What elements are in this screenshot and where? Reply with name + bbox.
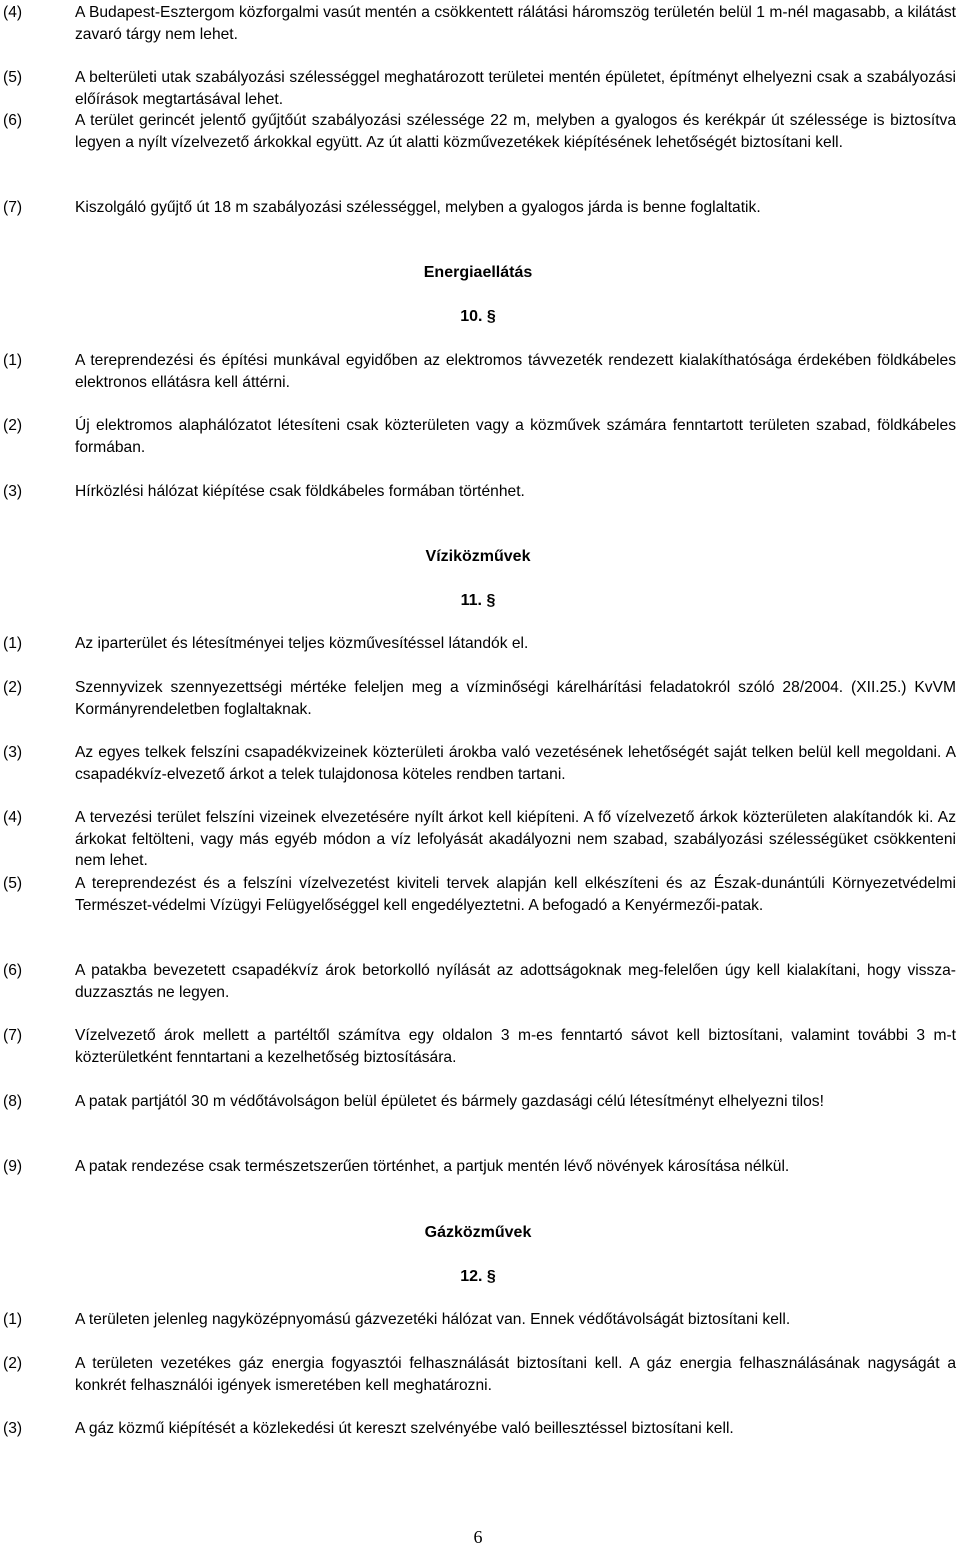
- paragraph-text: A belterületi utak szabályozási szélességgel meghatározott területei mentén épületet, építményt elhelyezni csak a szabályozási előírások megtartásával lehet.: [75, 69, 956, 108]
- paragraph-number: (3): [3, 483, 23, 500]
- paragraph-11-5: [0, 873, 960, 916]
- paragraph-10-1: [0, 350, 960, 393]
- paragraph-text: A terület gerincét jelentő gyűjtőút szabályozási szélessége 22 m, melyben a gyalogos és kerékpár út szélessége is biztosítva legyen a nyílt vízelvezető árkokkal együtt. Az út alatti közművezetékek kiépítésének lehetőségét biztosítani kell.: [75, 112, 956, 151]
- paragraph-12-2: [0, 1353, 960, 1396]
- paragraph-11-3: [0, 742, 960, 785]
- section-title-water: Víziközművek: [425, 548, 531, 565]
- section-title-energy: Energiaellátás: [423, 264, 533, 281]
- paragraph-11-8: [0, 1091, 960, 1113]
- paragraph-9-5: [0, 67, 960, 110]
- paragraph-number: (4): [3, 4, 23, 21]
- paragraph-text: Kiszolgáló gyűjtő út 18 m szabályozási szélességgel, melyben a gyalogos járda is benne foglaltatik.: [75, 199, 761, 216]
- paragraph-number: (7): [3, 1027, 23, 1044]
- paragraph-text: Új elektromos alaphálózatot létesíteni csak közterületen vagy a közművek számára fenntartott területen szabad, földkábeles formában.: [75, 417, 956, 456]
- paragraph-9-7: [0, 197, 960, 219]
- paragraph-number: (9): [3, 1158, 23, 1175]
- paragraph-text: Vízelvezető árok mellett a partéltől számítva egy oldalon 3 m-es fenntartó sávot kell biztosítani, valamint további 3 m-t közterületként fenntartani a kezelhetőség biztosítására.: [75, 1027, 956, 1066]
- paragraph-number: (6): [3, 962, 23, 979]
- paragraph-11-7: [0, 1025, 960, 1068]
- section-number-11: 11. §: [460, 592, 496, 609]
- section-number-10: 10. §: [460, 308, 496, 325]
- paragraph-text: A Budapest-Esztergom közforgalmi vasút mentén a csökkentett rálátási háromszög területén belül 1 m-nél magasabb, a kilátást zavaró tárgy nem lehet.: [75, 4, 956, 43]
- paragraph-10-2: [0, 415, 960, 458]
- paragraph-number: (1): [3, 635, 23, 652]
- paragraph-text: A gáz közmű kiépítését a közlekedési út kereszt szelvényébe való beillesztéssel biztosítani kell.: [75, 1420, 734, 1437]
- paragraph-12-3: [0, 1418, 960, 1440]
- paragraph-number: (2): [3, 1355, 23, 1372]
- paragraph-number: (8): [3, 1093, 23, 1110]
- page-number: 6: [473, 1527, 483, 1547]
- paragraph-11-2: [0, 677, 960, 720]
- paragraph-text: A tervezési terület felszíni vizeinek elvezetésére nyílt árkot kell kiépíteni. A fő vízelvezető árkok közterületen alakítandók ki. Az árkokat feltölteni, vagy más egyéb módon a víz lefolyását akadályozni nem szabad, szabályozási szélességüket csökkenteni nem lehet.: [75, 809, 956, 869]
- paragraph-text: A területen jelenleg nagyközépnyomású gázvezetéki hálózat van. Ennek védőtávolságát biztosítani kell.: [75, 1311, 791, 1328]
- paragraph-number: (2): [3, 417, 23, 434]
- paragraph-number: (4): [3, 809, 23, 826]
- paragraph-number: (5): [3, 69, 23, 86]
- paragraph-9-4: [0, 2, 960, 45]
- paragraph-number: (1): [3, 352, 23, 369]
- section-title-gas: Gázközművek: [424, 1224, 532, 1241]
- paragraph-10-3: [0, 481, 960, 503]
- paragraph-11-9: [0, 1156, 960, 1178]
- paragraph-text: Hírközlési hálózat kiépítése csak földkábeles formában történhet.: [75, 483, 525, 500]
- paragraph-text: Az egyes telkek felszíni csapadékvizeinek közterületi árokba való vezetésének lehetőségét saját telken belül kell megoldani. A csapadékvíz-elvezető árkot a telek tulajdonosa köteles rendben tartani.: [75, 744, 956, 783]
- paragraph-9-6: [0, 110, 960, 153]
- paragraph-number: (1): [3, 1311, 23, 1328]
- paragraph-number: (2): [3, 679, 23, 696]
- paragraph-text: A tereprendezést és a felszíni vízelvezetést kiviteli tervek alapján kell elkészíteni és az Észak-dunántúli Környezetvédelmi Természet-védelmi Vízügyi Felügyelőséggel kell engedélyeztetni. A befogadó a Kenyérmezői-patak.: [75, 875, 956, 914]
- paragraph-11-1: [0, 633, 960, 655]
- paragraph-text: A patak rendezése csak természetszerűen történhet, a partjuk mentén lévő növények károsítása nélkül.: [75, 1158, 790, 1175]
- paragraph-text: A területen vezetékes gáz energia fogyasztói felhasználását biztosítani kell. A gáz energia felhasználásának nagyságát a konkrét felhasználói igények ismeretében kell meghatározni.: [75, 1355, 956, 1394]
- paragraph-text: Szennyvizek szennyezettségi mértéke feleljen meg a vízminőségi kárelhárítási feladatokról szóló 28/2004. (XII.25.) KvVM Kormányrendeletben foglaltaknak.: [75, 679, 956, 718]
- paragraph-number: (7): [3, 199, 23, 216]
- paragraph-text: A patakba bevezetett csapadékvíz árok betorkolló nyílását az adottságoknak meg-felelően úgy kell kialakítani, hogy vissza-duzzasztás ne legyen.: [75, 962, 956, 1001]
- paragraph-12-1: [0, 1309, 960, 1331]
- paragraph-number: (3): [3, 1420, 23, 1437]
- paragraph-number: (5): [3, 875, 23, 892]
- paragraph-number: (3): [3, 744, 23, 761]
- paragraph-text: Az iparterület és létesítményei teljes közművesítéssel látandók el.: [75, 635, 529, 652]
- paragraph-11-6: [0, 960, 960, 1003]
- paragraph-text: A tereprendezési és építési munkával egyidőben az elektromos távvezeték rendezett kialakíthatósága érdekében földkábeles elektronos ellátásra kell áttérni.: [75, 352, 956, 391]
- paragraph-11-4: [0, 807, 960, 872]
- paragraph-number: (6): [3, 112, 23, 129]
- section-number-12: 12. §: [460, 1268, 496, 1285]
- paragraph-text: A patak partjától 30 m védőtávolságon belül épületet és bármely gazdasági célú létesítményt elhelyezni tilos!: [75, 1093, 824, 1110]
